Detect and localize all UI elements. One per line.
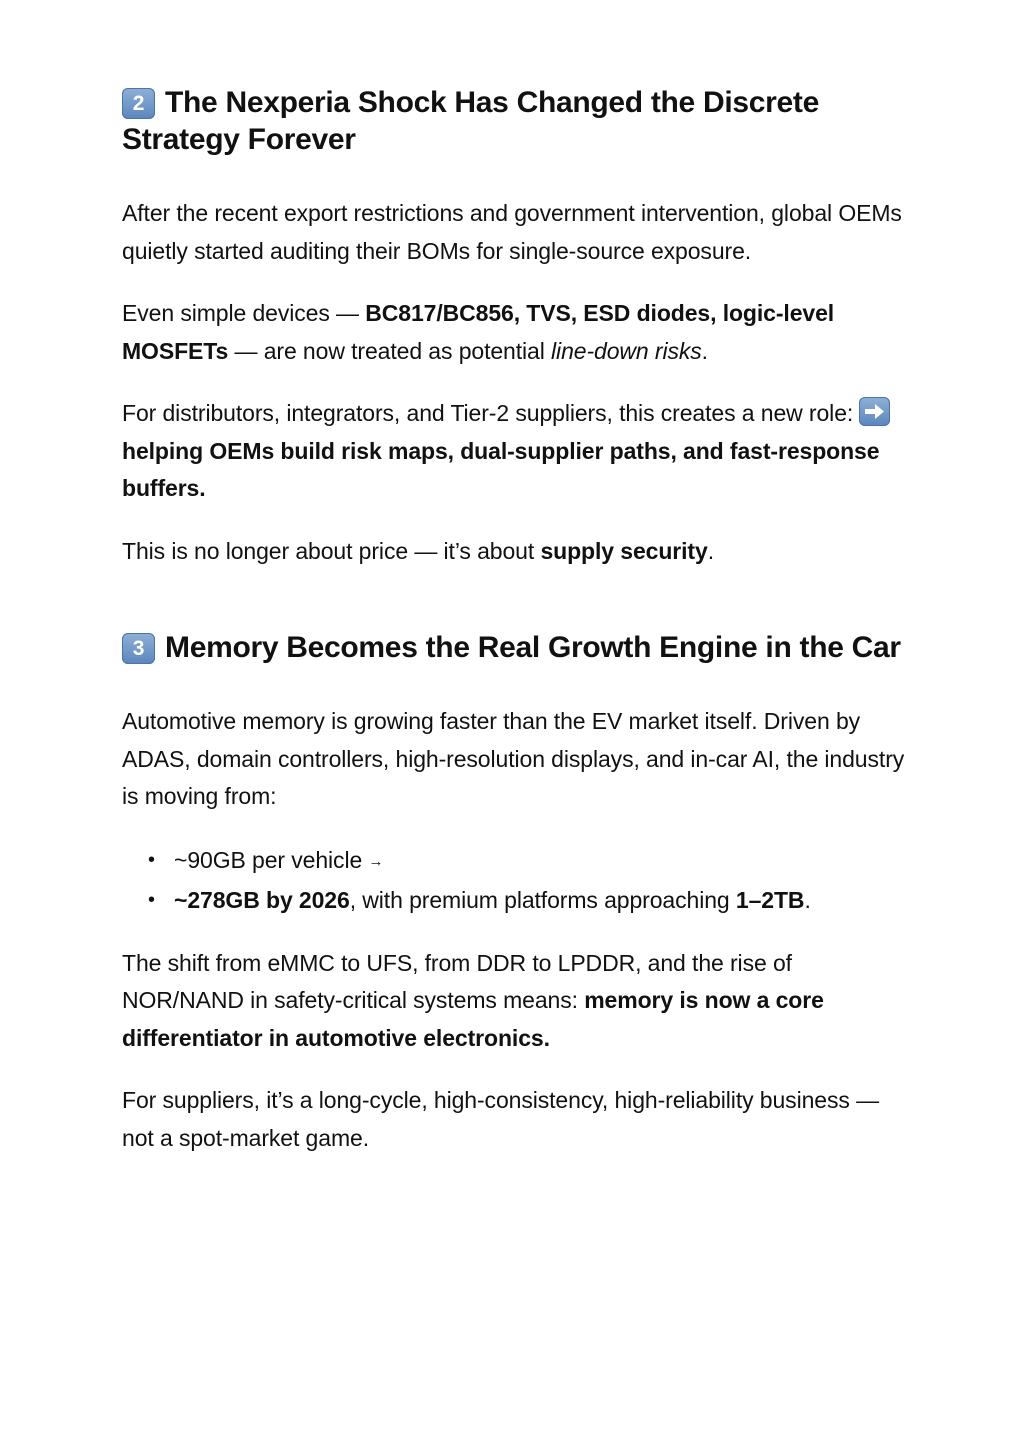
arrow-icon: → [368,852,384,870]
paragraph-text: For distributors, integrators, and Tier-2 suppliers, this creates a new role: [122,400,860,426]
paragraph-text: . [701,337,708,364]
paragraph [122,1082,912,1157]
bullet-icon: • [148,848,155,871]
list-item [148,841,912,882]
list-item-text: . [804,887,811,913]
section-heading [122,84,912,158]
paragraph [122,395,912,508]
paragraph-text: After the recent export restrictions and government intervention, global OEMs quietly started auditing their BOMs for single-source exposure. [122,200,902,264]
italic-text: line-down risks [551,337,702,364]
section-title: The Nexperia Shock Has Changed the Discrete Strategy Forever [122,86,819,156]
bold-text: memory is now a core differentiator in automotive electronics. [122,987,824,1051]
paragraph [122,703,912,816]
paragraph [122,195,912,270]
paragraph-text: Automotive memory is growing faster than the EV market itself. Driven by ADAS, domain controllers, high-resolution displays, and in-car AI, the industry is moving from: [122,708,905,809]
section-title: Memory Becomes the Real Growth Engine in the Car [165,631,901,664]
paragraph-text: The shift from eMMC to UFS, from DDR to LPDDR, and the rise of NOR/NAND in safety-critical systems means: [122,949,792,1013]
right-arrow-icon [859,397,890,426]
bold-text: ~278GB by 2026 [174,887,350,913]
paragraph-text: For suppliers, it’s a long-cycle, high-consistency, high-reliability business — not a spot-market game. [122,1087,879,1151]
list-item-text: , with premium platforms approaching [349,887,736,913]
bold-text: supply security [540,537,708,564]
bullet-icon: • [148,889,155,911]
section-memory-growth [122,629,912,1157]
list-item-text: ~90GB per vehicle [174,846,363,873]
section-heading [122,629,912,666]
bold-text: helping OEMs build risk maps, dual-supplier paths, and fast-response buffers. [122,437,880,501]
keycap-number-3-icon: 3 [122,633,155,664]
paragraph-text: Even simple devices — [122,300,366,326]
keycap-number-2-icon: 2 [122,88,155,119]
bullet-list [122,841,912,920]
paragraph [122,945,912,1058]
paragraph [122,295,912,370]
paragraph-text: — are now treated as potential [228,337,552,364]
section-nexperia-shock [122,84,912,570]
paragraph-text: This is no longer about price — it’s about [122,537,541,564]
document-page [122,84,912,1157]
paragraph [122,533,912,571]
bold-text: BC817/BC856, TVS, ESD diodes, logic-level MOSFETs [122,300,835,364]
list-item [148,881,912,920]
paragraph-text: . [707,537,714,564]
bold-text: 1–2TB [735,887,805,913]
